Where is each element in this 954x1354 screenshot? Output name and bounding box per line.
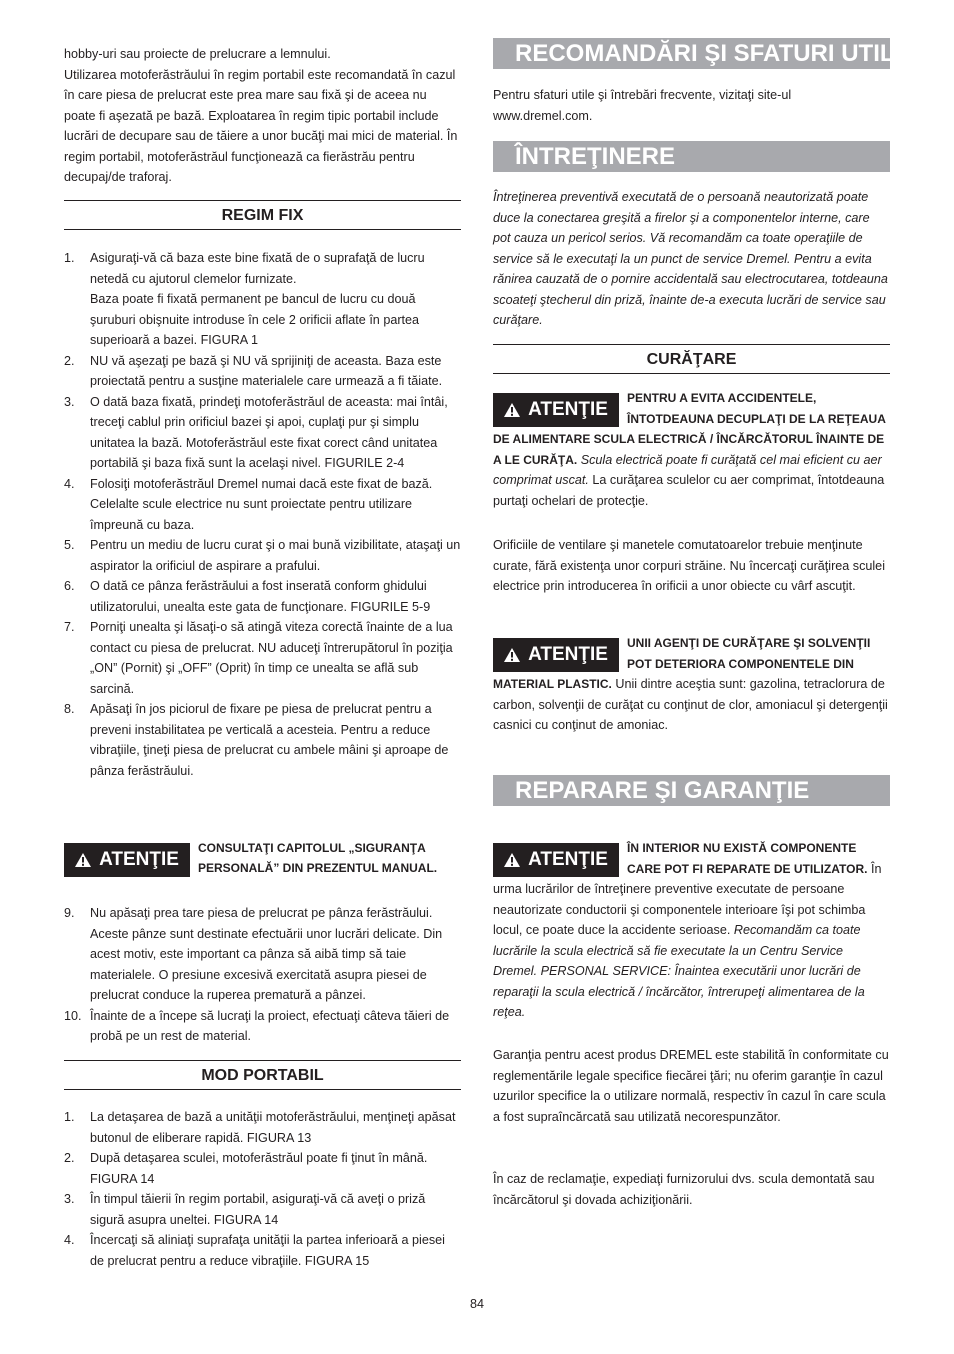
intro bbox=[64, 44, 461, 188]
banner-recomandari: RECOMANDĂRI ŞI SFATURI UTILE bbox=[493, 38, 890, 69]
reclamatie-paragraph bbox=[493, 1169, 890, 1210]
warning-block-personal-safety bbox=[64, 838, 461, 878]
mod-portabil-list bbox=[64, 1107, 461, 1271]
warning-label: ATENŢIE bbox=[528, 849, 608, 870]
intro-line: hobby-uri sau proiecte de prelucrare a lemnului. bbox=[64, 47, 331, 61]
curatare-paragraph bbox=[493, 535, 890, 597]
list-item: 4. Folosiţi motoferăstrăul Dremel numai dacă este fixat de bază. Celelalte scule electrice nu sunt proiectate pentru utilizare împreună cu baza. bbox=[64, 476, 433, 532]
list-item: 7. Porniţi unealta şi lăsaţi-o să atingă viteza corectă înainte de a lua contact cu piesa de prelucrat. NU aduceţi întrerupătorul în poziţia „ON” (Pornit) şi „OFF” (Oprit) în timp ce unealta se află sub sarcină. bbox=[64, 620, 453, 696]
regim-fix-list bbox=[64, 248, 461, 781]
list-item: 10. Înainte de a începe să lucraţi la proiect, efectuaţi câteva tăieri de probă pe un rest de material. bbox=[64, 1008, 450, 1043]
list-item: 8. Apăsaţi în jos piciorul de fixare pe piesa de prelucrat pentru a preveni instabilitatea pe verticală a acesteia. Pentru a reduce vibraţiile, ţineţi piesa de prelucrat cu ambele mâini şi aproape de pânza ferăstrăului. bbox=[64, 702, 449, 778]
intro-paragraph: Utilizarea motoferăstrăului în regim portabil este recomandată în cazul în care piesa de prelucrat este prea mare sau fixă şi de aceea nu poate fi aşezată pe bază. Exploatarea în regim tipic portabil include lucrări de decupare sau de tăiere a unor bucăţi mai mici de material. În regim portabil, motoferăstrăul funcţionează ca fierăstrău pentru decupaj/de traforaj. bbox=[64, 67, 458, 184]
warning-badge bbox=[64, 843, 190, 877]
warning-badge bbox=[493, 843, 619, 877]
banner-reparare: REPARARE ŞI GARANŢIE bbox=[493, 775, 890, 806]
section-heading-mod-portabil: MOD PORTABIL bbox=[64, 1060, 461, 1090]
section-heading-regim-fix: REGIM FIX bbox=[64, 200, 461, 230]
recomandari-text bbox=[493, 85, 890, 126]
warning-label: ATENŢIE bbox=[528, 644, 608, 665]
warning-block-repair bbox=[493, 838, 890, 1023]
list-item: 4. Încercaţi să aliniaţi suprafaţa unităţii la partea inferioară a piesei de prelucrat pentru a reduce vibraţiile. FIGURA 15 bbox=[64, 1233, 445, 1268]
warning-text: CONSULTAŢI CAPITOLUL „SIGURANŢA PERSONALĂ” DIN PREZENTUL MANUAL. bbox=[198, 841, 438, 875]
recomandari-paragraph: Pentru sfaturi utile şi întrebări frecvente, vizitaţi site-ul www.dremel.com. bbox=[493, 88, 792, 123]
warning-label: ATENŢIE bbox=[528, 399, 608, 420]
page-number: 84 bbox=[469, 1297, 484, 1311]
warning-text: PENTRU A EVITA ACCIDENTELE, ÎNTOTDEAUNA DECUPLAŢI DE LA REŢEAUA DE ALIMENTARE SCULA ELECTRICĂ / ÎNCĂRCĂTORUL ÎNAINTE DE A LE CURĂŢA. Scula electrică poate fi curăţată cel mai eficient cu aer comprimat uscat. La curăţarea sculelor cu aer comprimat, întotdeauna purtaţi ochelari de protecţie. bbox=[493, 391, 886, 508]
warning-badge bbox=[493, 393, 619, 427]
garantie-text: Garanţia pentru acest produs DREMEL este stabilită în conformitate cu reglementările legale specifice fiecărei ţări; nu oferim garanţie în cazul uzurilor specifice la o utilizare normală, respectiv în cazul în care scula a fost supraîncărcată sau utilizată necorespunzător. bbox=[493, 1048, 889, 1124]
warning-block-solvents bbox=[493, 633, 890, 736]
warning-triangle-icon bbox=[504, 853, 520, 867]
list-item: 6. O dată ce pânza ferăstrăului a fost inserată conform ghidului utilizatorului, unealta este gata de funcţionare. FIGURILE 5-9 bbox=[64, 579, 431, 614]
intretinere-text bbox=[493, 187, 890, 331]
warning-block-cleaning bbox=[493, 388, 890, 511]
list-item: 2. După detaşarea sculei, motoferăstrăul poate fi ţinut în mână. FIGURA 14 bbox=[64, 1151, 428, 1186]
warning-text: UNII AGENŢI DE CURĂŢARE ŞI SOLVENŢII POT DETERIORA COMPONENTELE DIN MATERIAL PLASTIC. Unii dintre aceştia sunt: gazolina, tetraclorura de carbon, solvenţii de curăţat cu conţinut de clor, amoniacul şi detergenţii casnici cu conţinut de amoniac. bbox=[493, 636, 888, 732]
list-item: 2. NU vă aşezaţi pe bază şi NU vă sprijiniţi de aceasta. Baza este proiectată pentru a susţine materialele care urmează a fi tăiate. bbox=[64, 353, 443, 388]
list-item: 9. Nu apăsaţi prea tare piesa de prelucrat pe pânza ferăstrăului. Aceste pânze sunt destinate efectuării unor lucrări delicate. Din acest motiv, este important ca pânza să aibă timp să taie materialele. O presiune excesivă exercitată asupra piesei de prelucrat conduce la ruperea prematură a pânzei. bbox=[64, 906, 443, 1002]
intretinere-paragraph: Întreţinerea preventivă executată de o persoană neautorizată poate duce la conectarea greşită a firelor şi a componentelor interne, care pot cauza un pericol serios. Vă recomandăm ca toate operaţiile de service să le executaţi la un punct de service Dremel. Pentru a evita rănirea cauzată de o pornire accidentală sau electrocutarea, totdeauna scoateţi ştecherul din priză, înainte de-a executa lucrări de service sau curăţare. bbox=[493, 190, 888, 327]
list-item: 3. O dată baza fixată, prindeţi motoferăstrăul de aceasta: mai întâi, treceţi cablul prin orificiul bazei şi apoi, cuplaţi pur şi simplu unitatea la bază. Motoferăstrăul este fixat corect când unitatea portabilă şi baza fixă sunt la acelaşi nivel. FIGURILE 2-4 bbox=[64, 394, 448, 470]
list-item: 5. Pentru un mediu de lucru curat şi o mai bună vizibilitate, ataşaţi un aspirator la orificiul de aspirare a prafului. bbox=[64, 538, 461, 573]
warning-label: ATENŢIE bbox=[99, 849, 179, 870]
warning-triangle-icon bbox=[504, 648, 520, 662]
list-item: 1. La detaşarea de bază a unităţii motoferăstrăului, menţineţi apăsat butonul de eliberare rapidă. FIGURA 13 bbox=[64, 1110, 456, 1145]
warning-triangle-icon bbox=[75, 853, 91, 867]
warning-triangle-icon bbox=[504, 403, 520, 417]
regim-fix-list-continued bbox=[64, 903, 461, 1047]
section-heading-curatare: CURĂŢARE bbox=[493, 344, 890, 374]
warning-text: ÎN INTERIOR NU EXISTĂ COMPONENTE CARE POT FI REPARATE DE UTILIZATOR. În urma lucrărilor de întreţinere preventive executate de persoane neautorizate conductorii şi componentele interioare îşi pot schimba locul, ce poate duce la accidente serioase. Recomandăm ca toate lucrările la scula electrică să fie executate la un Centru Service Dremel. PERSONAL SERVICE: Înaintea executării unor lucrări de reparaţii la scula electrică / încărcător, întrerupeţi alimentarea de la reţea. bbox=[493, 841, 882, 1019]
warning-badge bbox=[493, 638, 619, 672]
list-item: 3. În timpul tăierii în regim portabil, asiguraţi-vă că aveţi o priză sigură asupra uneltei. FIGURA 14 bbox=[64, 1192, 426, 1227]
banner-intretinere: ÎNTREŢINERE bbox=[493, 141, 890, 172]
garantie-paragraph bbox=[493, 1045, 890, 1127]
curatare-text: Orificiile de ventilare şi manetele comutatoarelor trebuie menţinute curate, fără existenţa unor corpuri străine. Nu încercaţi curăţirea sculei electrice prin introducerea în orificii a unor obiecte cu vârf ascuţit. bbox=[493, 538, 885, 593]
reclamatie-text: În caz de reclamaţie, expediaţi furnizorului dvs. scula demontată sau încărcătorul şi dovada achiziţionării. bbox=[493, 1172, 875, 1207]
list-item: 1. Asiguraţi-vă că baza este bine fixată de o suprafaţă de lucru netedă cu ajutorul clemelor furnizate. Baza poate fi fixată permanent pe bancul de lucru cu două şuruburi obişnuite introduse în cele 2 orificii aflate în partea superioară a bazei. FIGURA 1 bbox=[64, 251, 425, 347]
